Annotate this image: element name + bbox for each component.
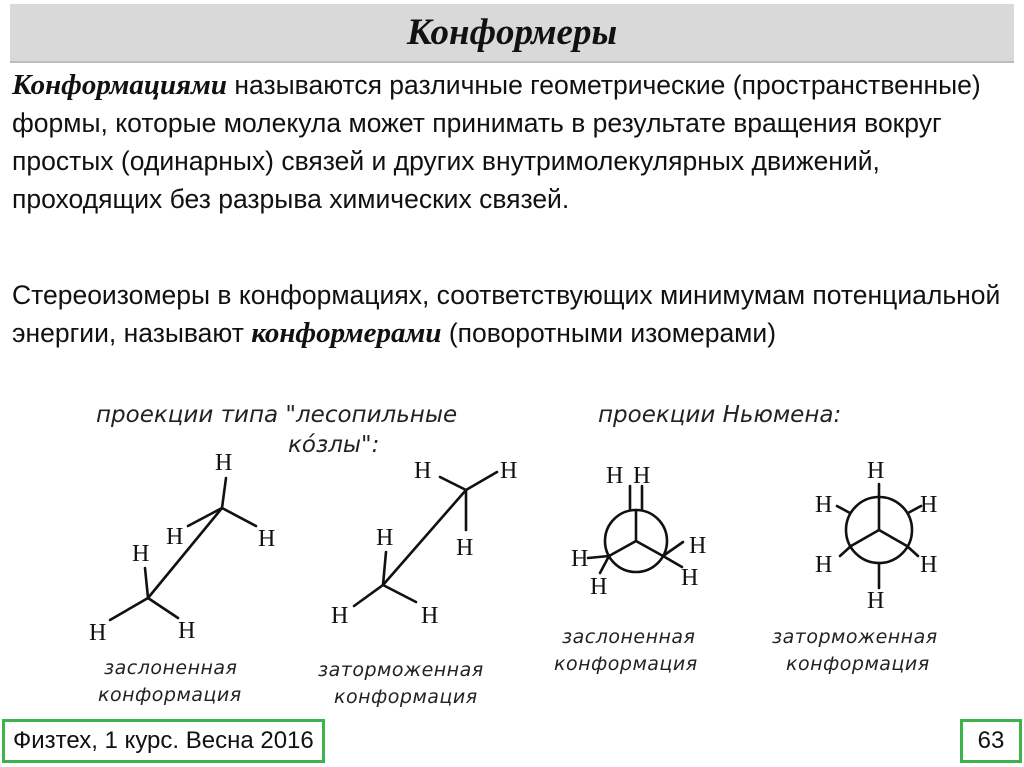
newman-heading: проекции Ньюмена: — [598, 402, 842, 428]
atom-h-label: H — [867, 588, 885, 614]
atom-h-label: H — [571, 546, 589, 572]
term-conformers: конформерами — [251, 317, 442, 349]
sawhorse-heading-line2: ко́злы": — [288, 432, 380, 458]
atom-h-label: H — [89, 620, 107, 646]
newman-eclipsed-caption-2: конформация — [554, 653, 698, 675]
atom-h-label: H — [178, 618, 196, 644]
atom-h-label: H — [500, 458, 518, 484]
atom-h-label: H — [689, 533, 707, 559]
atom-h-label: H — [920, 492, 938, 518]
atom-h-label: H — [815, 552, 833, 578]
page-number: 63 — [977, 727, 1005, 754]
definition-text: называются различные геометрические (пространственные) формы, которые молекула может принимать в результате вращения вокруг простых (одинарных) связей и других внутримолекулярных движений, проходящих без разрыва химических связей. — [12, 70, 981, 214]
atom-h-label: H — [215, 450, 233, 476]
footer-course-box — [2, 719, 325, 763]
atom-h-label: H — [606, 463, 624, 489]
atom-h-label: H — [867, 458, 885, 484]
sawhorse-staggered-caption-2: конформация — [334, 686, 478, 708]
atom-h-label: H — [681, 565, 699, 591]
newman-staggered-caption-1: заторможенная — [772, 626, 938, 648]
atom-h-label: H — [456, 535, 474, 561]
atom-h-label: H — [633, 463, 651, 489]
atom-h-label: H — [331, 603, 349, 629]
conformers-text-before: Стереоизомеры в конформациях, соответствующих минимумам потенциальной энергии, называют — [12, 280, 1001, 348]
atom-h-label: H — [414, 458, 432, 484]
conformers-text-after: (поворотными изомерами) — [441, 318, 777, 348]
sawhorse-eclipsed-caption-2: конформация — [98, 684, 242, 706]
newman-eclipsed-caption-1: заслоненная — [562, 626, 696, 648]
newman-eclipsed-projection — [588, 486, 683, 573]
atom-h-label: H — [258, 526, 276, 552]
atom-h-label: H — [920, 552, 938, 578]
atom-h-label: H — [166, 524, 184, 550]
page-number-box — [960, 719, 1022, 763]
sawhorse-heading-line1: проекции типа "лесопильные — [96, 402, 458, 428]
sawhorse-eclipsed-caption-1: заслоненная — [104, 657, 238, 679]
newman-staggered-projection — [837, 484, 921, 588]
atom-h-label: H — [132, 541, 150, 567]
atom-h-label: H — [376, 525, 394, 551]
sawhorse-staggered-caption-1: заторможенная — [318, 659, 484, 681]
newman-staggered-caption-2: конформация — [786, 653, 930, 675]
term-conformations: Конформациями — [12, 69, 228, 101]
footer-course-text: Физтех, 1 курс. Весна 2016 — [13, 727, 314, 754]
page-title: Конформеры — [406, 12, 618, 53]
atom-h-label: H — [590, 574, 608, 600]
atom-h-label: H — [421, 603, 439, 629]
atom-h-label: H — [815, 492, 833, 518]
